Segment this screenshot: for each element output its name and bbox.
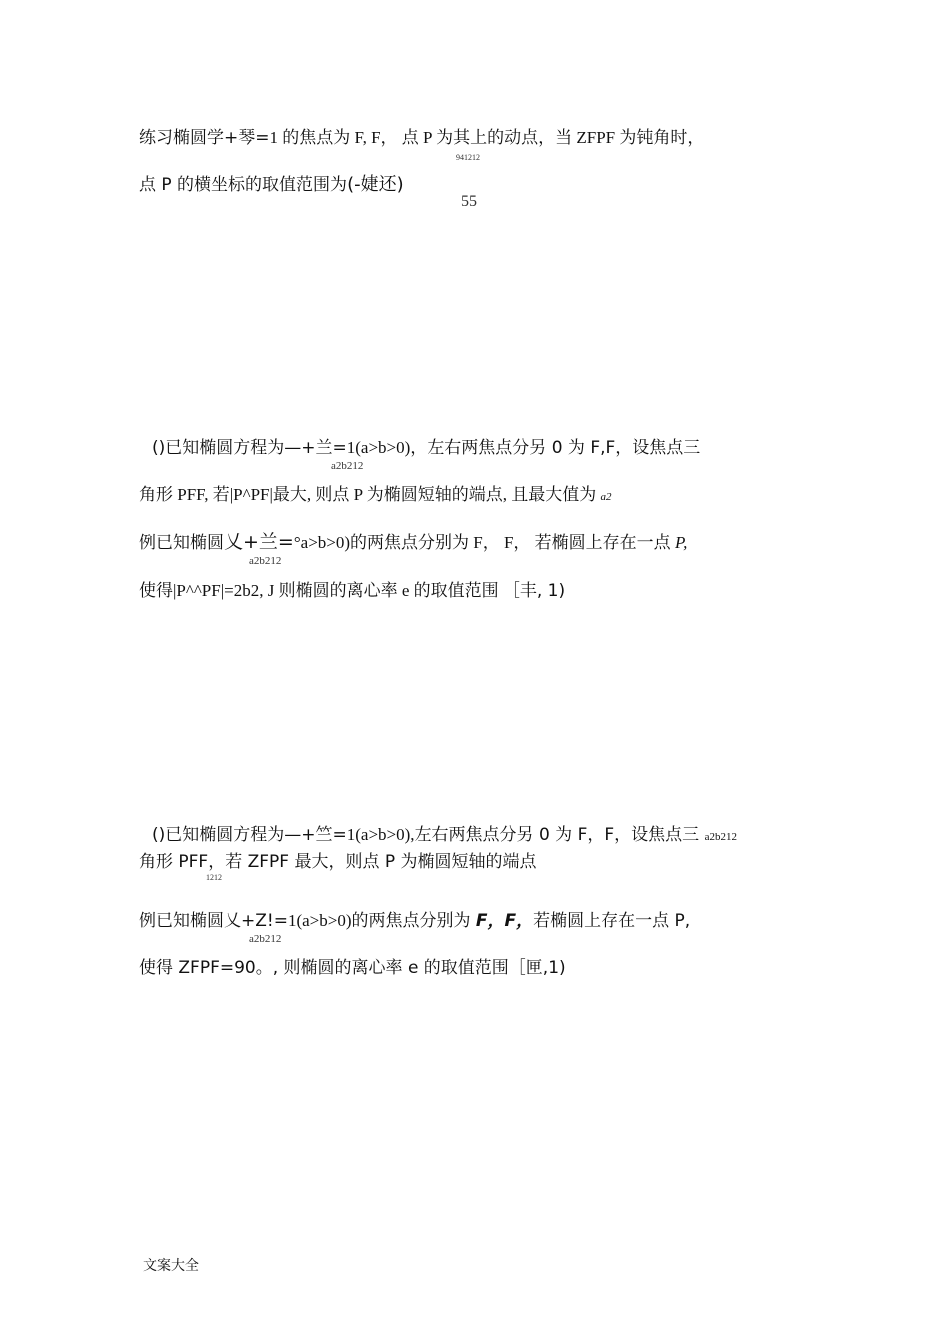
text: 角形 PFF, 若|P^PF|最大, 则点 P 为椭圆短轴的端点, 且最大值为	[139, 485, 601, 504]
b3-line-4	[139, 958, 566, 978]
practice-line-1	[139, 128, 704, 148]
text: ()已知椭圆方程为—+竺=	[152, 825, 347, 845]
b3-line-2	[139, 852, 537, 872]
text: ()已知椭圆方程为—+兰=	[152, 438, 347, 458]
b2-line-3	[139, 532, 687, 553]
text: F，F，	[475, 911, 534, 931]
text: 例已知椭圆乂+Z!=	[139, 911, 288, 931]
text: °a>b>0)的两焦点分别为 F， F， 若椭圆上存在一点	[293, 533, 675, 552]
text: 使得|P^^PF|=2b2, J 则椭圆的离心率 e 的取值范围	[139, 581, 503, 600]
practice-subscript-2: 55	[461, 193, 477, 210]
text: 的两焦点分别为	[351, 911, 476, 931]
text: 点 P 的横坐标的取值范围为	[139, 175, 348, 195]
text: 练习椭圆学+琴=	[139, 128, 270, 148]
text: 乂+兰=	[224, 531, 294, 553]
text: a2	[600, 491, 612, 503]
text: 1(a>b>0)，	[346, 438, 428, 457]
text: 1(a>b>0),	[346, 825, 415, 844]
b3-line-3	[139, 911, 690, 931]
b3-line-1	[152, 825, 737, 847]
answer: (-婕还)	[347, 174, 404, 195]
text: 若椭圆上存在一点 P,	[533, 911, 691, 931]
text: 左右两焦点分另 0 为 F，F，设焦点三	[414, 825, 705, 845]
text: 1 的焦点为 F, F， 点 P 为其上的动点，当	[269, 128, 577, 147]
b2-line-1	[152, 438, 700, 458]
text: 使得 ZFPF=90。, 则椭圆的离心率 e 的取值范围［匣,1)	[139, 958, 566, 978]
footer-text: 文案大全	[143, 1258, 199, 1274]
practice-subscript-1: 941212	[456, 153, 480, 162]
b2-line-4	[139, 581, 565, 601]
b2-subscript-1: a2b212	[331, 460, 364, 472]
text: a2b212	[704, 831, 737, 843]
text: P,	[674, 533, 688, 552]
b2-line-2	[139, 485, 611, 507]
text: 角形 PFF，若 ZFPF 最大，则点 P 为椭圆短轴的端点	[139, 852, 537, 872]
b2-subscript-3: a2b212	[249, 555, 282, 567]
text: ［丰, 1)	[502, 581, 566, 601]
text: 1(a>b>0)	[287, 911, 352, 930]
text: ZFPF 为钝角时，	[576, 128, 705, 147]
practice-line-2	[139, 175, 404, 195]
b3-subscript-2: 1212	[206, 873, 222, 882]
text: 左右两焦点分另 0 为 F,F，设焦点三	[427, 438, 701, 458]
b3-subscript-3: a2b212	[249, 933, 282, 945]
text: 例已知椭圆	[139, 533, 224, 553]
